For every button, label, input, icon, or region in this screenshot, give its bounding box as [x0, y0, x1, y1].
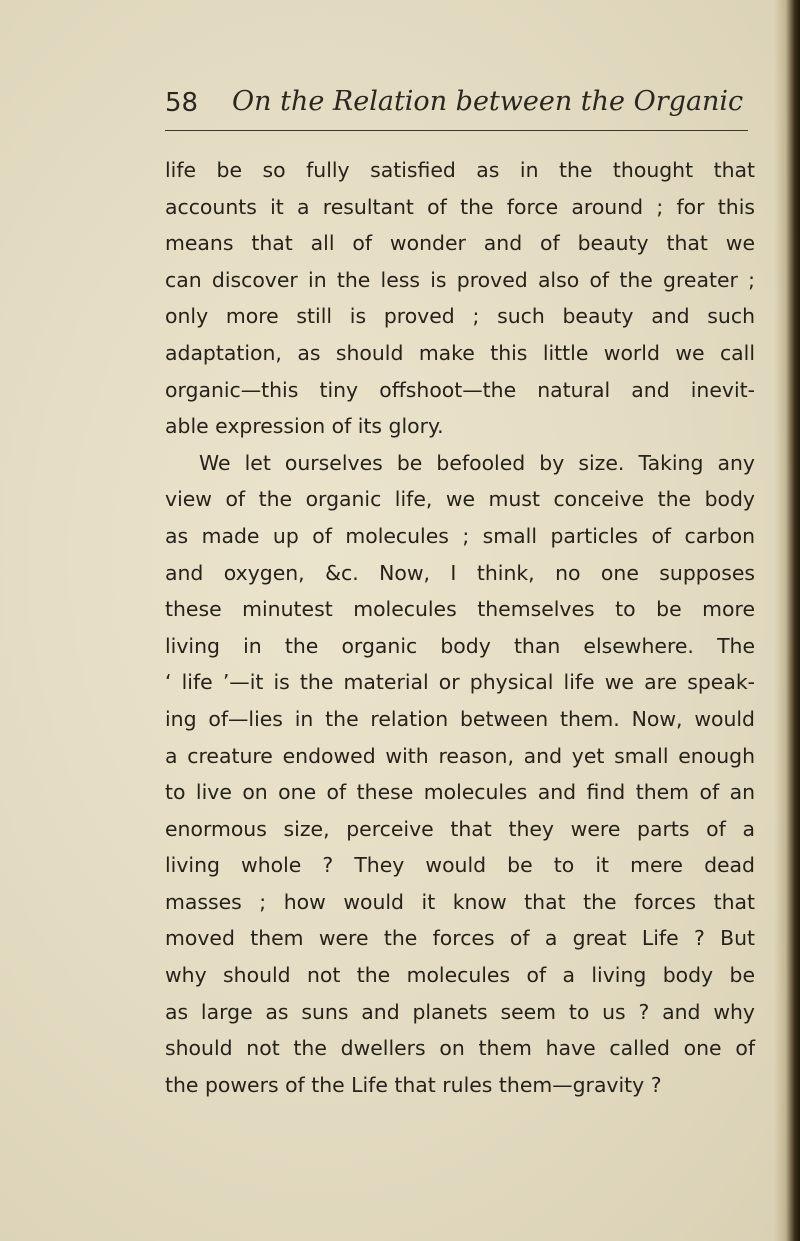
- paragraph-end-line: the powers of the Life that rules them—gravity ?: [165, 1072, 662, 1097]
- text-line: enormous size, perceive that they were parts of a: [165, 816, 755, 841]
- body-text: [165, 152, 755, 1103]
- text-line: and oxygen, &c. Now, I think, no one supposes: [165, 560, 755, 585]
- page-header: [165, 88, 755, 128]
- text-line: accounts it a resultant of the force around ; for this: [165, 194, 755, 219]
- text-line: can discover in the less is proved also of the greater ;: [165, 267, 755, 292]
- text-line: adaptation, as should make this little world we call: [165, 340, 755, 365]
- text-line: only more still is proved ; such beauty and such: [165, 304, 755, 329]
- running-head: On the Relation between the Organic: [232, 86, 744, 117]
- paragraph-end-line: able expression of its glory.: [165, 414, 444, 439]
- text-line: view of the organic life, we must conceive the body: [165, 487, 755, 512]
- text-line: these minutest molecules themselves to be more: [165, 597, 755, 622]
- text-line: living in the organic body than elsewhere. The: [165, 633, 755, 658]
- text-line: why should not the molecules of a living body be: [165, 963, 755, 988]
- paragraph-start-line: We let ourselves be befooled by size. Taking any: [199, 450, 755, 475]
- text-line: masses ; how would it know that the forces that: [165, 889, 755, 914]
- header-rule: [165, 130, 748, 131]
- text-line: to live on one of these molecules and find them of an: [165, 780, 755, 805]
- text-line: ‘ life ’—it is the material or physical life we are speak-: [165, 670, 755, 695]
- text-line: means that all of wonder and of beauty that we: [165, 231, 755, 256]
- text-line: moved them were the forces of a great Life ? But: [165, 926, 755, 951]
- text-line: a creature endowed with reason, and yet small enough: [165, 743, 755, 768]
- text-line: organic—this tiny offshoot—the natural and inevit-: [165, 377, 755, 402]
- page-number: 58: [165, 88, 199, 118]
- text-line: ing of—lies in the relation between them. Now, would: [165, 706, 755, 731]
- text-line: life be so fully satisfied as in the thought that: [165, 158, 755, 182]
- page-edge-shadow: [774, 0, 800, 1241]
- text-line: as large as suns and planets seem to us ? and why: [165, 999, 755, 1024]
- text-line: living whole ? They would be to it mere dead: [165, 853, 755, 878]
- text-line: as made up of molecules ; small particles of carbon: [165, 523, 755, 548]
- text-line: should not the dwellers on them have called one of: [165, 1036, 755, 1061]
